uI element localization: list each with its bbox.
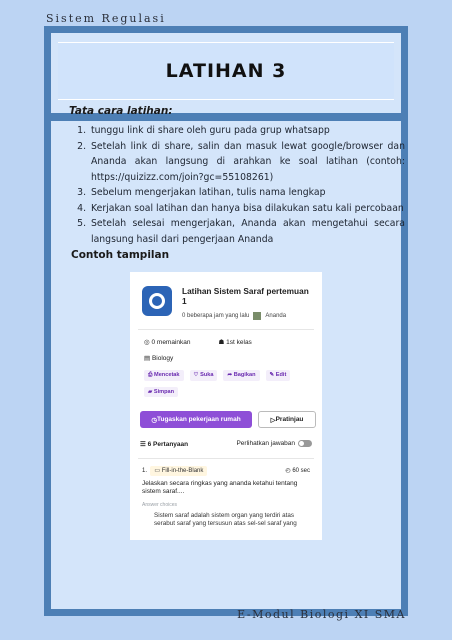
like-button[interactable]: ♡ Suka xyxy=(190,370,218,381)
avatar xyxy=(253,312,261,320)
save-button[interactable]: ▰ Simpan xyxy=(144,387,178,397)
instruction-list xyxy=(65,123,405,247)
share-icon: ➦ xyxy=(227,372,234,378)
print-button[interactable]: ⎙ Mencetak xyxy=(144,370,184,381)
quiz-subline xyxy=(182,312,312,320)
quiz-author[interactable]: Ananda xyxy=(265,313,287,319)
folder-icon: ▰ xyxy=(148,389,154,395)
quiz-logo-icon xyxy=(142,286,172,316)
play-icon: ◎ xyxy=(144,339,152,346)
grad-cap-icon: ☗ xyxy=(218,339,227,346)
assign-homework-button[interactable]: ◷ Tugaskan pekerjaan rumah xyxy=(140,411,252,428)
question-row xyxy=(138,467,314,474)
timer-icon: ◴ xyxy=(285,468,293,474)
title-band xyxy=(58,42,394,100)
quiz-time: 0 beberapa jam yang lalu xyxy=(182,313,250,319)
show-answers-toggle[interactable]: Perlihatkan jawaban xyxy=(236,440,312,447)
quiz-stats xyxy=(130,330,322,346)
heart-icon: ♡ xyxy=(193,372,201,378)
quiz-actions xyxy=(130,362,322,397)
page-title: LATIHAN 3 xyxy=(165,60,287,82)
instruction-step: 1. tunggu link di share oleh guru pada grup whatsapp xyxy=(89,123,405,139)
instructions-section xyxy=(65,105,405,261)
quiz-meta xyxy=(182,286,312,320)
quiz-header xyxy=(130,272,322,320)
pencil-icon: ✎ xyxy=(269,372,276,378)
question-count: ☰ 6 Pertanyaan xyxy=(140,441,189,448)
quiz-title: Latihan Sistem Saraf pertemuan 1 xyxy=(182,286,309,306)
preview-button[interactable]: ▷ Pratinjau xyxy=(258,411,316,428)
example-heading: Contoh tampilan xyxy=(71,249,170,261)
blank-icon: ▭ xyxy=(154,468,162,474)
share-button[interactable]: ➦ Bagikan xyxy=(223,370,259,381)
example-screenshot xyxy=(130,272,322,540)
instruction-step: 2. Setelah link di share, salin dan masuk lewat google/browser dan Ananda akan langsung di arahkan ke soal latihan (contoh: https://quizizz.com/join?gc=55108261) xyxy=(89,139,405,186)
play-icon: ▷ xyxy=(270,416,276,424)
instruction-step: 4. Kerjakan soal latihan dan hanya bisa dilakukan satu kali percobaan xyxy=(89,201,405,217)
plays-count: ◎ 0 memainkan xyxy=(144,339,191,346)
grade-level: ☗ 1st kelas xyxy=(218,339,252,346)
clock-icon: ◷ xyxy=(151,416,157,424)
list-icon: ☰ xyxy=(140,441,148,448)
edit-button[interactable]: ✎ Edit xyxy=(266,370,291,381)
instructions-heading: Tata cara latihan: xyxy=(69,105,173,117)
answer-choices-label: Answer choices xyxy=(142,502,178,508)
subject: ▤ Biology xyxy=(144,355,174,362)
answer-text: Sistem saraf adalah sistem organ yang terdiri atas serabut saraf yang tersusun atas sel-sel saraf yang xyxy=(154,512,297,527)
question-type: 1. ▭ Fill-in-the-Blank xyxy=(142,467,207,474)
instruction-step: 3. Sebelum mengerjakan latihan, tulis nama lengkap xyxy=(89,185,405,201)
page-footer: E-Modul Biologi XI SMA xyxy=(237,608,406,621)
page-header: Sistem Regulasi xyxy=(46,12,166,25)
primary-actions xyxy=(130,397,322,428)
instruction-step: 5. Setelah selesai mengerjakan, Ananda akan mengetahui secara langsung hasil dari pengerjaan Ananda xyxy=(89,216,405,247)
question-text: Jelaskan secara ringkas yang ananda ketahui tentang sistem saraf.... xyxy=(142,480,298,495)
question-card xyxy=(138,458,314,528)
book-icon: ▤ xyxy=(144,355,152,362)
printer-icon: ⎙ xyxy=(148,372,155,378)
question-time: ◴ 60 sec xyxy=(285,468,310,474)
toggle-switch[interactable] xyxy=(298,440,312,447)
questions-bar xyxy=(130,428,322,448)
